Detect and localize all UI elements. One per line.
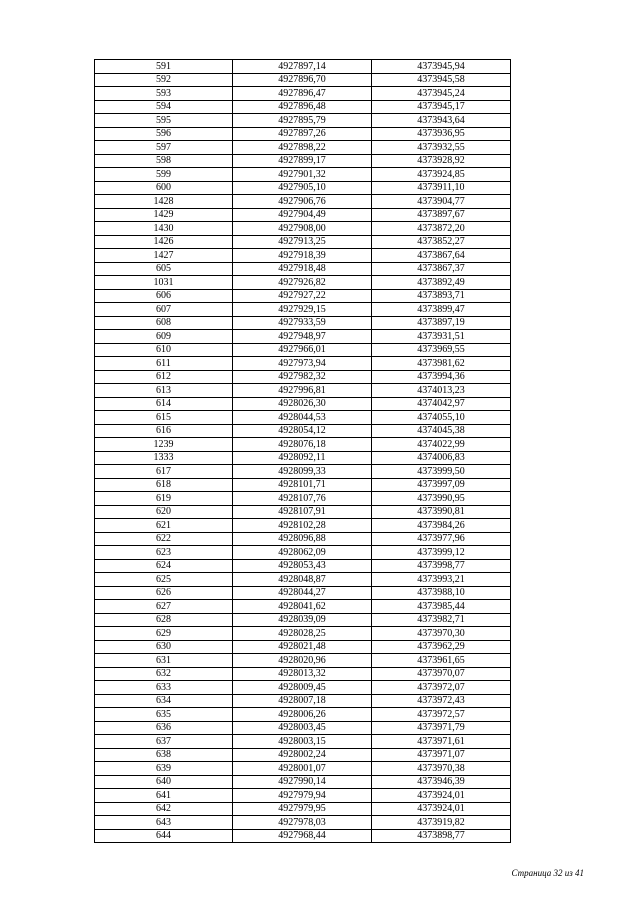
point-number-cell: 1428 [95, 195, 233, 209]
x-coordinate-cell: 4927901,32 [233, 168, 372, 182]
x-coordinate-cell: 4927897,26 [233, 127, 372, 141]
table-row [95, 141, 511, 155]
y-coordinate-cell: 4373971,79 [372, 721, 511, 735]
table-row [95, 829, 511, 843]
x-coordinate-cell: 4928001,07 [233, 762, 372, 776]
y-coordinate-cell: 4373977,96 [372, 532, 511, 546]
table-row [95, 73, 511, 87]
table-row [95, 735, 511, 749]
x-coordinate-cell: 4928044,27 [233, 586, 372, 600]
table-row [95, 154, 511, 168]
y-coordinate-cell: 4373945,17 [372, 100, 511, 114]
y-coordinate-cell: 4373990,81 [372, 505, 511, 519]
point-number-cell: 595 [95, 114, 233, 128]
y-coordinate-cell: 4373972,07 [372, 681, 511, 695]
table-row [95, 492, 511, 506]
point-number-cell: 1239 [95, 438, 233, 452]
table-row [95, 654, 511, 668]
y-coordinate-cell: 4374006,83 [372, 451, 511, 465]
point-number-cell: 641 [95, 789, 233, 803]
table-row [95, 789, 511, 803]
y-coordinate-cell: 4373867,64 [372, 249, 511, 263]
y-coordinate-cell: 4373972,57 [372, 708, 511, 722]
point-number-cell: 614 [95, 397, 233, 411]
x-coordinate-cell: 4928041,62 [233, 600, 372, 614]
table-row [95, 330, 511, 344]
page-number-footer: Страница 32 из 41 [511, 868, 584, 878]
y-coordinate-cell: 4373971,61 [372, 735, 511, 749]
table-row [95, 748, 511, 762]
table-row [95, 559, 511, 573]
point-number-cell: 635 [95, 708, 233, 722]
x-coordinate-cell: 4928007,18 [233, 694, 372, 708]
point-number-cell: 617 [95, 465, 233, 479]
y-coordinate-cell: 4373924,01 [372, 789, 511, 803]
point-number-cell: 632 [95, 667, 233, 681]
x-coordinate-cell: 4928002,24 [233, 748, 372, 762]
point-number-cell: 626 [95, 586, 233, 600]
table-row [95, 532, 511, 546]
table-row [95, 235, 511, 249]
point-number-cell: 607 [95, 303, 233, 317]
y-coordinate-cell: 4373990,95 [372, 492, 511, 506]
point-number-cell: 630 [95, 640, 233, 654]
y-coordinate-cell: 4373924,01 [372, 802, 511, 816]
point-number-cell: 625 [95, 573, 233, 587]
table-row [95, 451, 511, 465]
x-coordinate-cell: 4928107,76 [233, 492, 372, 506]
table-row [95, 465, 511, 479]
point-number-cell: 639 [95, 762, 233, 776]
table-row [95, 519, 511, 533]
y-coordinate-cell: 4373945,24 [372, 87, 511, 101]
point-number-cell: 613 [95, 384, 233, 398]
x-coordinate-cell: 4927913,25 [233, 235, 372, 249]
y-coordinate-cell: 4373997,09 [372, 478, 511, 492]
y-coordinate-cell: 4373985,44 [372, 600, 511, 614]
x-coordinate-cell: 4927896,48 [233, 100, 372, 114]
point-number-cell: 600 [95, 181, 233, 195]
point-number-cell: 593 [95, 87, 233, 101]
point-number-cell: 611 [95, 357, 233, 371]
point-number-cell: 610 [95, 343, 233, 357]
point-number-cell: 606 [95, 289, 233, 303]
x-coordinate-cell: 4927918,48 [233, 262, 372, 276]
x-coordinate-cell: 4928096,88 [233, 532, 372, 546]
point-number-cell: 1031 [95, 276, 233, 290]
y-coordinate-cell: 4373898,77 [372, 829, 511, 843]
x-coordinate-cell: 4927929,15 [233, 303, 372, 317]
y-coordinate-cell: 4373932,55 [372, 141, 511, 155]
y-coordinate-cell: 4373924,85 [372, 168, 511, 182]
point-number-cell: 644 [95, 829, 233, 843]
x-coordinate-cell: 4928048,87 [233, 573, 372, 587]
table-row [95, 816, 511, 830]
point-number-cell: 594 [95, 100, 233, 114]
y-coordinate-cell: 4373946,39 [372, 775, 511, 789]
point-number-cell: 618 [95, 478, 233, 492]
x-coordinate-cell: 4928021,48 [233, 640, 372, 654]
x-coordinate-cell: 4927895,79 [233, 114, 372, 128]
x-coordinate-cell: 4928039,09 [233, 613, 372, 627]
x-coordinate-cell: 4927982,32 [233, 370, 372, 384]
table-row [95, 613, 511, 627]
point-number-cell: 622 [95, 532, 233, 546]
point-number-cell: 1429 [95, 208, 233, 222]
y-coordinate-cell: 4373897,67 [372, 208, 511, 222]
y-coordinate-cell: 4373945,58 [372, 73, 511, 87]
point-number-cell: 627 [95, 600, 233, 614]
x-coordinate-cell: 4928044,53 [233, 411, 372, 425]
x-coordinate-cell: 4928107,91 [233, 505, 372, 519]
y-coordinate-cell: 4373999,50 [372, 465, 511, 479]
point-number-cell: 629 [95, 627, 233, 641]
x-coordinate-cell: 4927905,10 [233, 181, 372, 195]
x-coordinate-cell: 4928013,32 [233, 667, 372, 681]
point-number-cell: 615 [95, 411, 233, 425]
point-number-cell: 612 [95, 370, 233, 384]
point-number-cell: 624 [95, 559, 233, 573]
x-coordinate-cell: 4927968,44 [233, 829, 372, 843]
table-row [95, 438, 511, 452]
y-coordinate-cell: 4373867,37 [372, 262, 511, 276]
y-coordinate-cell: 4373998,77 [372, 559, 511, 573]
y-coordinate-cell: 4373961,65 [372, 654, 511, 668]
table-row [95, 384, 511, 398]
point-number-cell: 638 [95, 748, 233, 762]
x-coordinate-cell: 4927948,97 [233, 330, 372, 344]
y-coordinate-cell: 4373943,64 [372, 114, 511, 128]
x-coordinate-cell: 4927926,82 [233, 276, 372, 290]
table-row [95, 708, 511, 722]
table-row [95, 181, 511, 195]
x-coordinate-cell: 4927927,22 [233, 289, 372, 303]
x-coordinate-cell: 4927966,01 [233, 343, 372, 357]
x-coordinate-cell: 4927933,59 [233, 316, 372, 330]
y-coordinate-cell: 4373982,71 [372, 613, 511, 627]
point-number-cell: 623 [95, 546, 233, 560]
x-coordinate-cell: 4927996,81 [233, 384, 372, 398]
x-coordinate-cell: 4927979,94 [233, 789, 372, 803]
y-coordinate-cell: 4374013,23 [372, 384, 511, 398]
x-coordinate-cell: 4927899,17 [233, 154, 372, 168]
coordinates-table [94, 59, 511, 843]
point-number-cell: 598 [95, 154, 233, 168]
x-coordinate-cell: 4928003,15 [233, 735, 372, 749]
x-coordinate-cell: 4927896,47 [233, 87, 372, 101]
y-coordinate-cell: 4373899,47 [372, 303, 511, 317]
x-coordinate-cell: 4928101,71 [233, 478, 372, 492]
y-coordinate-cell: 4373893,71 [372, 289, 511, 303]
x-coordinate-cell: 4927898,22 [233, 141, 372, 155]
point-number-cell: 633 [95, 681, 233, 695]
point-number-cell: 643 [95, 816, 233, 830]
y-coordinate-cell: 4373969,55 [372, 343, 511, 357]
y-coordinate-cell: 4374022,99 [372, 438, 511, 452]
point-number-cell: 599 [95, 168, 233, 182]
y-coordinate-cell: 4373988,10 [372, 586, 511, 600]
table-row [95, 721, 511, 735]
x-coordinate-cell: 4927918,39 [233, 249, 372, 263]
x-coordinate-cell: 4928028,25 [233, 627, 372, 641]
table-row [95, 762, 511, 776]
y-coordinate-cell: 4373970,38 [372, 762, 511, 776]
x-coordinate-cell: 4927896,70 [233, 73, 372, 87]
table-row [95, 694, 511, 708]
y-coordinate-cell: 4373971,07 [372, 748, 511, 762]
table-row [95, 222, 511, 236]
point-number-cell: 619 [95, 492, 233, 506]
x-coordinate-cell: 4927897,14 [233, 60, 372, 74]
table-row [95, 100, 511, 114]
point-number-cell: 621 [95, 519, 233, 533]
table-row [95, 667, 511, 681]
x-coordinate-cell: 4928006,26 [233, 708, 372, 722]
y-coordinate-cell: 4373897,19 [372, 316, 511, 330]
y-coordinate-cell: 4373981,62 [372, 357, 511, 371]
point-number-cell: 636 [95, 721, 233, 735]
point-number-cell: 642 [95, 802, 233, 816]
x-coordinate-cell: 4928099,33 [233, 465, 372, 479]
point-number-cell: 609 [95, 330, 233, 344]
x-coordinate-cell: 4928020,96 [233, 654, 372, 668]
y-coordinate-cell: 4373911,10 [372, 181, 511, 195]
point-number-cell: 616 [95, 424, 233, 438]
y-coordinate-cell: 4374042,97 [372, 397, 511, 411]
y-coordinate-cell: 4373892,49 [372, 276, 511, 290]
table-row [95, 775, 511, 789]
table-row [95, 640, 511, 654]
x-coordinate-cell: 4928009,45 [233, 681, 372, 695]
table-row [95, 195, 511, 209]
table-row [95, 424, 511, 438]
table-row [95, 249, 511, 263]
x-coordinate-cell: 4927973,94 [233, 357, 372, 371]
table-row [95, 316, 511, 330]
table-row [95, 546, 511, 560]
point-number-cell: 597 [95, 141, 233, 155]
y-coordinate-cell: 4373994,36 [372, 370, 511, 384]
point-number-cell: 596 [95, 127, 233, 141]
table-row [95, 357, 511, 371]
y-coordinate-cell: 4373962,29 [372, 640, 511, 654]
table-row [95, 289, 511, 303]
y-coordinate-cell: 4373936,95 [372, 127, 511, 141]
table-row [95, 168, 511, 182]
table-row [95, 276, 511, 290]
table-row [95, 87, 511, 101]
point-number-cell: 637 [95, 735, 233, 749]
y-coordinate-cell: 4373984,26 [372, 519, 511, 533]
table-row [95, 397, 511, 411]
table-row [95, 303, 511, 317]
table-row [95, 681, 511, 695]
point-number-cell: 1430 [95, 222, 233, 236]
point-number-cell: 592 [95, 73, 233, 87]
y-coordinate-cell: 4373872,20 [372, 222, 511, 236]
table-row [95, 586, 511, 600]
x-coordinate-cell: 4928092,11 [233, 451, 372, 465]
x-coordinate-cell: 4928062,09 [233, 546, 372, 560]
table-row [95, 343, 511, 357]
y-coordinate-cell: 4373904,77 [372, 195, 511, 209]
x-coordinate-cell: 4927906,76 [233, 195, 372, 209]
table-row [95, 370, 511, 384]
y-coordinate-cell: 4373970,07 [372, 667, 511, 681]
table-row [95, 478, 511, 492]
point-number-cell: 634 [95, 694, 233, 708]
y-coordinate-cell: 4373928,92 [372, 154, 511, 168]
coordinates-table-body [95, 60, 511, 843]
x-coordinate-cell: 4927978,03 [233, 816, 372, 830]
y-coordinate-cell: 4373972,43 [372, 694, 511, 708]
y-coordinate-cell: 4373919,82 [372, 816, 511, 830]
point-number-cell: 1426 [95, 235, 233, 249]
y-coordinate-cell: 4373945,94 [372, 60, 511, 74]
x-coordinate-cell: 4927904,49 [233, 208, 372, 222]
y-coordinate-cell: 4373993,21 [372, 573, 511, 587]
x-coordinate-cell: 4928026,30 [233, 397, 372, 411]
x-coordinate-cell: 4927979,95 [233, 802, 372, 816]
x-coordinate-cell: 4928054,12 [233, 424, 372, 438]
table-row [95, 627, 511, 641]
table-row [95, 411, 511, 425]
y-coordinate-cell: 4373999,12 [372, 546, 511, 560]
table-row [95, 60, 511, 74]
y-coordinate-cell: 4373852,27 [372, 235, 511, 249]
point-number-cell: 620 [95, 505, 233, 519]
point-number-cell: 1333 [95, 451, 233, 465]
y-coordinate-cell: 4374045,38 [372, 424, 511, 438]
point-number-cell: 1427 [95, 249, 233, 263]
table-row [95, 573, 511, 587]
x-coordinate-cell: 4928003,45 [233, 721, 372, 735]
point-number-cell: 628 [95, 613, 233, 627]
point-number-cell: 605 [95, 262, 233, 276]
table-row [95, 600, 511, 614]
table-row [95, 505, 511, 519]
table-row [95, 208, 511, 222]
x-coordinate-cell: 4927908,00 [233, 222, 372, 236]
table-row [95, 114, 511, 128]
table-row [95, 127, 511, 141]
y-coordinate-cell: 4374055,10 [372, 411, 511, 425]
x-coordinate-cell: 4928053,43 [233, 559, 372, 573]
y-coordinate-cell: 4373970,30 [372, 627, 511, 641]
table-row [95, 802, 511, 816]
point-number-cell: 640 [95, 775, 233, 789]
point-number-cell: 631 [95, 654, 233, 668]
point-number-cell: 591 [95, 60, 233, 74]
x-coordinate-cell: 4928076,18 [233, 438, 372, 452]
x-coordinate-cell: 4928102,28 [233, 519, 372, 533]
table-row [95, 262, 511, 276]
y-coordinate-cell: 4373931,51 [372, 330, 511, 344]
x-coordinate-cell: 4927990,14 [233, 775, 372, 789]
point-number-cell: 608 [95, 316, 233, 330]
